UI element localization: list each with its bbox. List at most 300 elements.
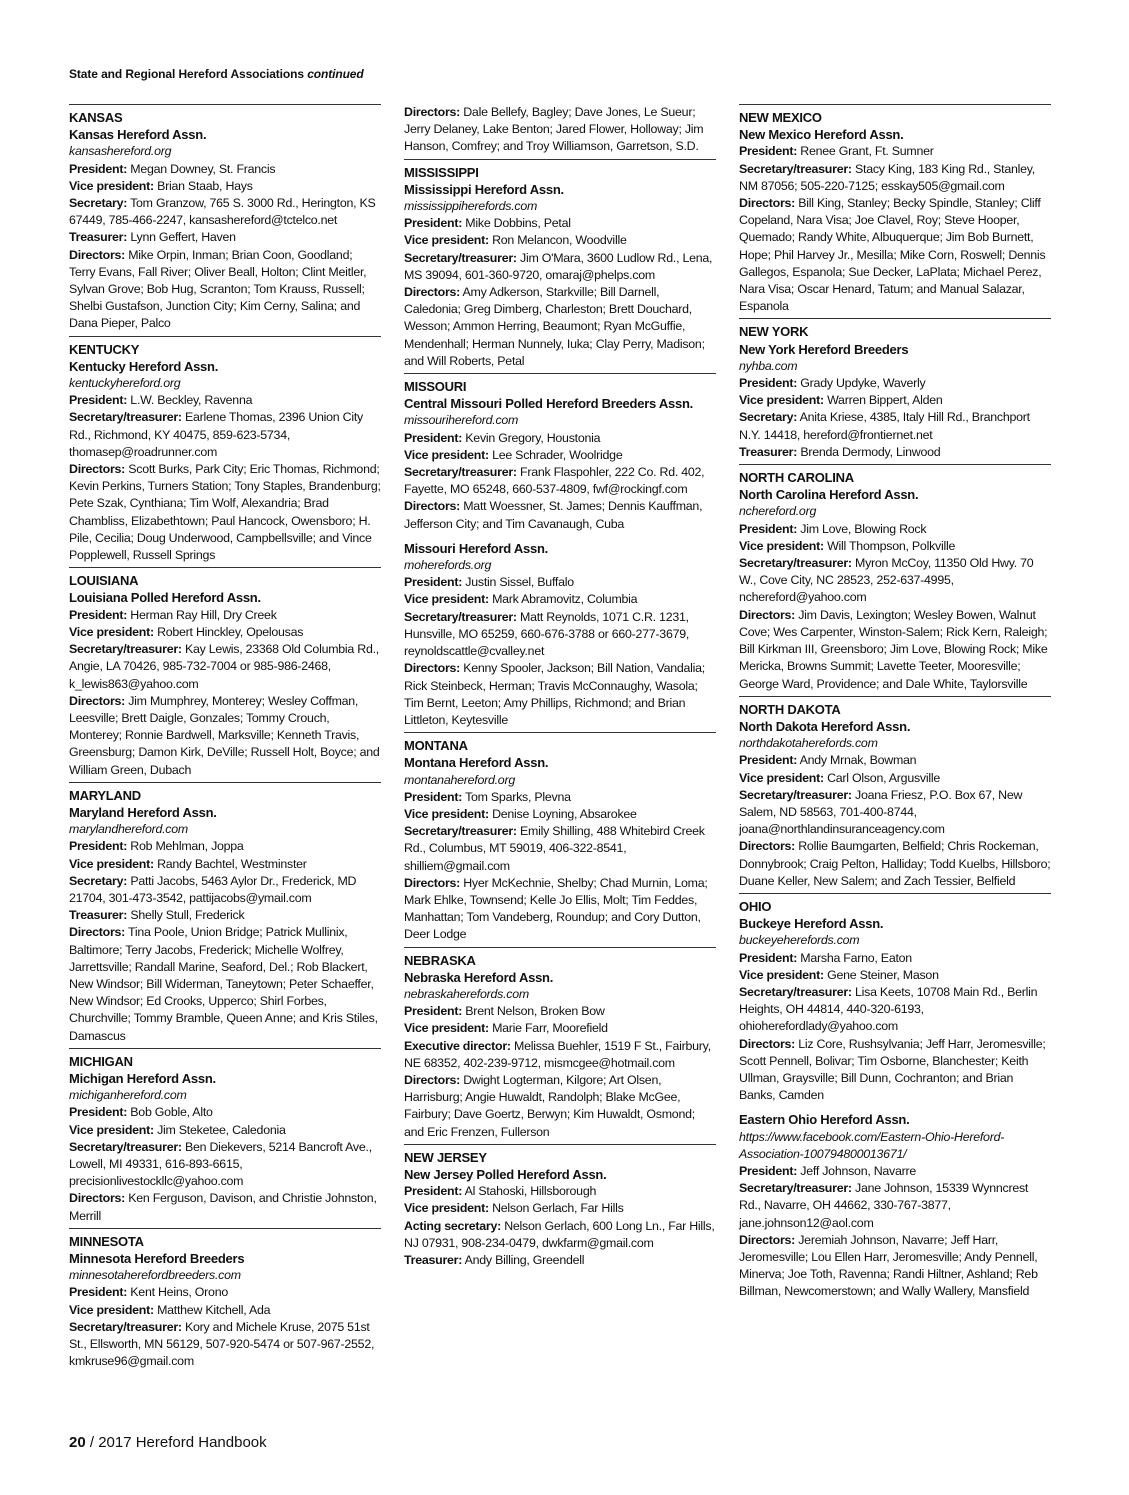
association-website: northdakotaherefords.com <box>739 736 878 751</box>
association-website: https://www.facebook.com/Eastern-Ohio-Hereford-Association-100794800013671/ <box>739 1129 1005 1161</box>
association <box>69 126 381 332</box>
officer-details: Kay Lewis, 23368 Old Columbia Rd., Angie, LA 70426, 985-732-7004 or 985-986-2468, k_lewis863@yahoo.com <box>69 642 379 691</box>
association-name: Kentucky Hereford Assn. <box>69 358 219 374</box>
association <box>739 915 1051 1104</box>
association <box>739 341 1051 461</box>
officer-details: Frank Flaspohler, 222 Co. Rd. 402, Fayette, MO 65248, 660-537-4809, fwf@rockingf.com <box>404 465 705 497</box>
association-website: montanahereford.org <box>404 772 515 787</box>
officer-row <box>69 924 381 1044</box>
association-name: New Jersey Polled Hereford Assn. <box>404 1166 607 1182</box>
page-header-title: State and Regional Hereford Associations <box>69 67 304 81</box>
officer-details: Rollie Baumgarten, Belfield; Chris Rockeman, Donnybrook; Craig Pelton, Halliday; Todd Kuelbs, Hillsboro; Duane Keller, New Salem; and Zach Tessier, Belfield <box>739 839 1051 888</box>
officer-details: Megan Downey, St. Francis <box>130 161 276 176</box>
officer-row <box>69 607 381 624</box>
officer-details: Mike Dobbins, Petal <box>465 216 571 231</box>
officer-role: Vice president: <box>69 178 154 193</box>
state-name: NEW YORK <box>739 324 809 340</box>
officer-row <box>404 447 716 464</box>
officer-details: Brenda Dermody, Linwood <box>800 444 941 459</box>
officer-row <box>69 161 381 178</box>
state-name: KANSAS <box>69 110 123 125</box>
association-name: Mississippi Hereford Assn. <box>404 181 564 197</box>
officer-row <box>739 375 1051 392</box>
state-name: NORTH CAROLINA <box>739 470 854 486</box>
state-name: NEBRASKA <box>404 952 476 968</box>
officer-row <box>69 195 381 229</box>
officer-row <box>404 1183 716 1200</box>
officer-row <box>69 392 381 409</box>
association-name: Michigan Hereford Assn. <box>69 1070 216 1086</box>
officer-details: Bill King, Stanley; Becky Spindle, Stanley; Cliff Copeland, Nara Visa; Joe Clavel, Roy; Steve Hooper, Quemado; Randy White, Albuquerque; Jim Bob Burnett, Hope; Phil Harvey Jr., Mesilla; Mike Corn, Roswell; Dennis Gallegos, Espanola; Sue Decker, LaPlata; Michael Perez, Nara Visa; Oscar Henard, Tatum; and Manual Salazar, Espanola <box>739 196 1046 314</box>
association-website: nebraskaherefords.com <box>404 986 529 1001</box>
officer-role: President: <box>404 789 463 804</box>
officer-row <box>69 1190 381 1224</box>
officer-row <box>739 787 1051 839</box>
officer-details: Kent Heins, Orono <box>130 1285 228 1300</box>
state-section <box>69 104 381 333</box>
officer-role: Directors: <box>739 196 796 211</box>
officer-details: Randy Bachtel, Westminster <box>157 856 307 871</box>
officer-details: Brent Nelson, Broken Bow <box>465 1004 605 1019</box>
officer-role: Vice president: <box>739 538 824 553</box>
officer-role: Treasurer: <box>404 1253 463 1267</box>
officer-details: Emily Shilling, 488 Whitebird Creek Rd., Columbus, MT 59019, 406-322-8541, shilliem@gmail.com <box>404 824 705 873</box>
officer-row <box>404 430 716 447</box>
officer-role: President: <box>739 753 798 768</box>
officer-details: Nelson Gerlach, Far Hills <box>492 1201 624 1216</box>
officer-row <box>69 178 381 195</box>
state-section <box>69 336 381 565</box>
officer-row <box>739 538 1051 555</box>
officer-row <box>69 873 381 907</box>
association <box>69 589 381 778</box>
officer-row <box>69 1302 381 1319</box>
officer-details: Lee Schrader, Woolridge <box>492 447 623 462</box>
association-name: Central Missouri Polled Hereford Breeders Assn. <box>404 396 694 412</box>
state-name: NORTH DAKOTA <box>739 701 841 717</box>
page-header <box>69 67 364 81</box>
officer-row <box>739 770 1051 787</box>
officer-row <box>739 1036 1051 1105</box>
officer-details: Jeff Johnson, Navarre <box>800 1163 917 1178</box>
state-section <box>404 947 716 1141</box>
association <box>69 1070 381 1225</box>
association-website: michiganhereford.com <box>69 1088 187 1103</box>
officer-details: Mike Orpin, Inman; Brian Coon, Goodland; Terry Evans, Fall River; Oliver Beall, Holton; Clint Meitler, Sylvan Grove; Bob Hug, Scranton; Tom Krauss, Russell; Shelbi Gustafson, Junction City; Kim Cerny, Salina; and Dana Pieper, Palco <box>69 247 367 331</box>
officer-role: Directors: <box>69 462 126 477</box>
state-section <box>739 318 1051 461</box>
officer-role: Vice president: <box>404 233 489 248</box>
officer-role: Directors: <box>69 693 126 708</box>
officer-role: President: <box>69 161 128 176</box>
officer-role: President: <box>69 1105 128 1120</box>
officer-details: Matt Reynolds, 1071 C.R. 1231, Hunsville, MO 65259, 660-676-3788 or 660-277-3679, reynoldscattle@cvalley.net <box>404 609 690 659</box>
officer-details: Rob Mehlman, Joppa <box>130 839 244 854</box>
association-name: Buckeye Hereford Assn. <box>739 916 884 932</box>
officer-row <box>69 409 381 461</box>
officer-row <box>404 875 716 944</box>
officer-role: Vice president: <box>404 1021 489 1036</box>
officer-role: President: <box>404 1184 463 1199</box>
officer-details: L.W. Beckley, Ravenna <box>130 393 253 408</box>
officer-details: Andy Billing, Greendell <box>464 1253 585 1267</box>
association <box>404 969 716 1141</box>
officer-details: Tom Granzow, 765 S. 3000 Rd., Herington, KS 67449, 785-466-2247, kansashereford@tctelco.net <box>69 196 376 228</box>
officer-role: Directors: <box>739 839 796 854</box>
association-name: New Mexico Hereford Assn. <box>739 127 904 143</box>
state-name: LOUISIANA <box>69 573 139 589</box>
state-section <box>404 732 716 943</box>
officer-details: Carl Olson, Argusville <box>827 770 941 785</box>
state-section <box>404 104 716 156</box>
officer-details: Tina Poole, Union Bridge; Patrick Mullinix, Baltimore; Terry Jacobs, Frederick; Michelle Wolfrey, Jarrettsville; Randall Marine, Seaford, Del.; Rob Blackert, New Windsor; Bill Widerman, Taneytown; Peter Schaeffer, New Windsor; Ed Crooks, Upperco; Shirl Forbes, Churchville; Tommy Bramble, Queen Anne; and Kris Stiles, Damascus <box>69 925 378 1043</box>
officer-details: Jim Mumphrey, Monterey; Wesley Coffman, Leesville; Brett Daigle, Gonzales; Tommy Crouch, Monterey; Ronnie Bardwell, Marksville; Kenneth Travis, Greensburg; Damon Kirk, DeVille; Russell Holt, Boyce; and William Green, Dubach <box>69 693 380 777</box>
state-section <box>69 567 381 778</box>
officer-role: Directors: <box>69 925 126 940</box>
officer-role: President: <box>404 575 463 590</box>
officer-role: Secretary/treasurer: <box>739 984 852 999</box>
officer-row <box>69 838 381 855</box>
officer-row <box>404 1218 716 1252</box>
officer-role: Treasurer: <box>69 908 128 923</box>
officer-row <box>69 1104 381 1121</box>
association <box>739 718 1051 890</box>
officer-role: Directors: <box>69 247 126 262</box>
state-section <box>404 159 716 370</box>
officer-role: Secretary/treasurer: <box>69 1319 182 1334</box>
association <box>69 804 381 1045</box>
officer-details: Joana Friesz, P.O. Box 67, New Salem, ND 58563, 701-400-8744, joana@northlandinsuranceagency.com <box>739 787 1023 837</box>
officer-details: Mark Abramovitz, Columbia <box>492 592 638 607</box>
state-section <box>404 1144 716 1269</box>
officer-row <box>404 574 716 591</box>
state-name: MICHIGAN <box>69 1053 133 1069</box>
association-name: New York Hereford Breeders <box>739 341 909 357</box>
officer-role: President: <box>404 216 463 231</box>
officer-details: Ben Diekevers, 5214 Bancroft Ave., Lowell, MI 49331, 616-893-6615, precisionlivestockllc@yahoo.com <box>69 1139 372 1189</box>
state-name: MONTANA <box>404 738 468 754</box>
officer-role: Secretary/treasurer: <box>69 1139 182 1154</box>
state-name: MISSOURI <box>404 379 467 395</box>
association-website: minnesotaherefordbreeders.com <box>69 1268 241 1283</box>
association-website: mississippiherefords.com <box>404 199 538 214</box>
publication-name: / 2017 Hereford Handbook <box>85 1434 267 1451</box>
officer-role: Secretary: <box>739 410 798 425</box>
officer-details: Justin Sissel, Buffalo <box>465 575 574 590</box>
officer-role: Secretary/treasurer: <box>69 410 182 425</box>
association <box>739 126 1051 315</box>
officer-role: Secretary: <box>69 873 128 888</box>
officer-role: Directors: <box>739 1036 796 1051</box>
officer-details: Bob Goble, Alto <box>130 1105 213 1120</box>
officer-details: Liz Core, Rushsylvania; Jeff Harr, Jeromesville; Scott Pennell, Bolivar; Tim Osborne, Blanchester; Keith Ullman, Graysville; Bill Dunn, Cochranton; and Brian Banks, Camden <box>739 1036 1046 1103</box>
officer-role: Vice president: <box>404 1201 489 1216</box>
officer-details: Kenny Spooler, Jackson; Bill Nation, Vandalia; Rick Steinbeck, Herman; Travis McConnaughy, Wasola; Tim Bernt, Leeton; Amy Phillips, Richmond; and Brian Littleton, Keytesville <box>404 661 705 727</box>
officer-details: Andy Mrnak, Bowman <box>799 753 917 768</box>
officer-role: Vice president: <box>404 447 489 462</box>
officer-details: Lisa Keets, 10708 Main Rd., Berlin Heights, OH 44814, 440-320-6193, ohioherefordlady@yahoo.com <box>739 984 1038 1034</box>
officer-details: Renee Grant, Ft. Sumner <box>800 144 934 159</box>
officer-details: Shelly Stull, Frederick <box>130 908 245 923</box>
officer-details: Robert Hinckley, Opelousas <box>157 624 304 639</box>
officer-row <box>69 1139 381 1191</box>
officer-details: Denise Loyning, Absarokee <box>492 806 637 821</box>
association <box>739 486 1051 692</box>
officer-role: Secretary/treasurer: <box>739 161 852 176</box>
officer-details: Herman Ray Hill, Dry Creek <box>130 607 277 622</box>
officer-row <box>739 161 1051 195</box>
officer-role: Secretary/treasurer: <box>739 1181 852 1196</box>
officer-details: Anita Kriese, 4385, Italy Hill Rd., Branchport N.Y. 14418, hereford@frontiernet.net <box>739 410 1030 442</box>
officer-role: Vice president: <box>69 856 154 871</box>
officer-role: President: <box>739 1163 798 1178</box>
state-name: OHIO <box>739 898 772 914</box>
officer-row <box>739 1180 1051 1232</box>
officer-details: Tom Sparks, Plevna <box>465 789 571 804</box>
state-section <box>739 104 1051 315</box>
officer-row <box>404 823 716 875</box>
officer-row <box>739 521 1051 538</box>
officer-row <box>69 1319 381 1371</box>
association-website: kentuckyhereford.org <box>69 376 181 391</box>
officer-row <box>739 143 1051 160</box>
officer-details: Patti Jacobs, 5463 Aylor Dr., Frederick, MD 21704, 301-473-3542, pattijacobs@ymail.com <box>69 873 357 905</box>
association-name: North Carolina Hereford Assn. <box>739 487 919 503</box>
officer-row <box>69 693 381 779</box>
officer-role: Directors: <box>69 1191 126 1206</box>
officer-details: Earlene Thomas, 2396 Union City Rd., Richmond, KY 40475, 859-623-5734, thomasep@roadrunner.com <box>69 410 363 459</box>
officer-details: Scott Burks, Park City; Eric Thomas, Richmond; Kevin Perkins, Turners Station; Tony Staples, Brandenburg; Pete Szak, Cynthiana; Tim Wolf, Alexandria; Brad Chambliss, Elizabethtown; Paul Hancock, Owensboro; H. Pile, Cecilia; Doug Underwood, Campbellsville; and Vince Popplewell, Russell Springs <box>69 462 381 563</box>
column-2 <box>404 104 716 1272</box>
officer-role: Secretary/treasurer: <box>404 465 517 480</box>
officer-role: President: <box>69 393 128 408</box>
officer-details: Jim Love, Blowing Rock <box>800 521 927 536</box>
officer-row <box>739 409 1051 443</box>
officer-role: Vice president: <box>69 1122 154 1137</box>
officer-role: Directors: <box>739 1232 796 1247</box>
association-name: Louisiana Polled Hereford Assn. <box>69 590 261 606</box>
officer-details: Jim Davis, Lexington; Wesley Bowen, Walnut Cove; Wes Carpenter, Winston-Salem; Rick Kern, Raleigh; Bill Kirkman III, Greensboro; Jim Love, Blowing Rock; Mike Mericka, Browns Summit; Lavette Teeter, Mooresville; George Ward, Providence; and Dale White, Taylorsville <box>739 607 1048 691</box>
officer-role: Vice president: <box>739 967 824 982</box>
officer-details: Amy Adkerson, Starkville; Bill Darnell, Caledonia; Greg Dimberg, Charleston; Brett Douchard, Wesson; Ammon Herring, Beaumont; Ryan McGuffie, Mendenhall; Herman Nunnely, Iuka; Clay Perry, Madison; and Will Roberts, Petal <box>404 285 705 368</box>
association-website: nchereford.org <box>739 504 817 519</box>
officer-details: Ron Melancon, Woodville <box>492 233 627 248</box>
officer-row <box>739 444 1051 461</box>
officer-details: Melissa Buehler, 1519 F St., Fairbury, NE 68352, 402-239-9712, mismcgee@hotmail.com <box>404 1038 711 1070</box>
officer-role: Vice president: <box>404 806 489 821</box>
association <box>404 540 716 729</box>
state-section <box>69 1228 381 1371</box>
officer-role: Treasurer: <box>69 230 128 245</box>
officer-role: President: <box>69 839 128 854</box>
association-name: Eastern Ohio Hereford Assn. <box>739 1112 910 1128</box>
officer-details: Jane Johnson, 15339 Wynncrest Rd., Navarre, OH 44662, 330-767-3877, jane.johnson12@aol.com <box>739 1181 1029 1230</box>
officer-details: Matt Woessner, St. James; Dennis Kauffman, Jefferson City; and Tim Cavanaugh, Cuba <box>404 499 703 531</box>
officer-details: Dale Bellefy, Bagley; Dave Jones, Le Sueur; Jerry Delaney, Lake Benton; Jared Flower, Holloway; Jim Hanson, Comfrey; and Troy Williamson, Garretson, S.D. <box>404 105 704 154</box>
association-website: kansashereford.org <box>69 144 172 159</box>
association-website: buckeyeherefords.com <box>739 933 860 948</box>
officer-details: Matthew Kitchell, Ada <box>157 1302 271 1317</box>
officer-details: Gene Steiner, Mason <box>827 967 939 982</box>
officer-row <box>739 607 1051 693</box>
officer-row <box>739 950 1051 967</box>
officer-row <box>739 392 1051 409</box>
officer-details: Marsha Farno, Eaton <box>800 950 912 965</box>
state-section <box>739 464 1051 693</box>
officer-row <box>69 641 381 693</box>
officer-row <box>404 215 716 232</box>
officer-row <box>739 195 1051 315</box>
association <box>404 181 716 370</box>
officer-details: Marie Farr, Moorefield <box>492 1021 608 1036</box>
association <box>69 358 381 564</box>
association-name: Missouri Hereford Assn. <box>404 540 549 556</box>
officer-role: Secretary/treasurer: <box>404 824 517 839</box>
officer-row <box>404 104 716 156</box>
officer-row <box>739 838 1051 890</box>
officer-role: President: <box>69 1285 128 1300</box>
officer-row <box>739 752 1051 769</box>
officer-role: Treasurer: <box>739 444 798 459</box>
officer-role: Directors: <box>404 1072 461 1087</box>
association-website: missourihereford.com <box>404 413 519 428</box>
officer-details: Grady Updyke, Waverly <box>800 376 926 391</box>
officer-row <box>404 1252 716 1269</box>
officer-details: Jim Steketee, Caledonia <box>157 1122 286 1137</box>
officer-row <box>69 1284 381 1301</box>
officer-row <box>404 1038 716 1072</box>
officer-row <box>404 1072 716 1141</box>
officer-details: Stacy King, 183 King Rd., Stanley, NM 87056; 505-220-7125; esskay505@gmail.com <box>739 161 1035 193</box>
officer-row <box>69 856 381 873</box>
association-website: nyhba.com <box>739 358 798 373</box>
officer-details: Jim O'Mara, 3600 Ludlow Rd., Lena, MS 39094, 601-360-9720, omaraj@phelps.com <box>404 250 713 282</box>
officer-row <box>404 1020 716 1037</box>
officer-details: Brian Staab, Hays <box>157 178 253 193</box>
officer-row <box>404 660 716 729</box>
state-name: MARYLAND <box>69 787 141 803</box>
officer-role: President: <box>739 144 798 159</box>
officer-details: Hyer McKechnie, Shelby; Chad Murnin, Loma; Mark Ehlke, Townsend; Kelle Jo Ellis, Molt; Tim Feddes, Manhattan; Tom Vandeberg, Roundup; and Cory Dutton, Deer Lodge <box>404 875 708 942</box>
officer-row <box>739 555 1051 607</box>
officer-role: Directors: <box>404 661 461 676</box>
officer-role: Directors: <box>404 499 461 514</box>
officer-row <box>739 1232 1051 1301</box>
officer-details: Jeremiah Johnson, Navarre; Jeff Harr, Jeromesville; Lou Ellen Harr, Jeromesville; Andy Pennell, Minerva; Joe Toth, Ravenna; Randi Hiltner, Ashland; Reb Billman, Newcomerstown; and Wally Wallery, Mansfield <box>739 1232 1038 1299</box>
officer-details: Myron McCoy, 11350 Old Hwy. 70 W., Cove City, NC 28523, 252-637-4995, nchereford@yahoo.com <box>739 556 1034 605</box>
officer-role: Vice president: <box>404 592 489 607</box>
officer-row <box>739 984 1051 1036</box>
officer-row <box>69 907 381 924</box>
officer-row <box>404 806 716 823</box>
officer-role: President: <box>739 950 798 965</box>
state-section <box>739 696 1051 890</box>
state-section <box>404 373 716 729</box>
officer-role: Directors: <box>404 875 461 890</box>
officer-role: Vice president: <box>739 770 824 785</box>
column-1 <box>69 104 381 1373</box>
officer-role: President: <box>739 521 798 536</box>
officer-details: Ken Ferguson, Davison, and Christie Johnston, Merrill <box>69 1191 377 1223</box>
officer-role: Vice president: <box>69 624 154 639</box>
association-name: Kansas Hereford Assn. <box>69 127 207 143</box>
officer-details: Will Thompson, Polkville <box>827 538 956 553</box>
officer-role: Vice president: <box>69 1302 154 1317</box>
state-section <box>739 893 1051 1301</box>
officer-row <box>69 229 381 246</box>
association-name: North Dakota Hereford Assn. <box>739 718 911 734</box>
officer-role: Vice president: <box>739 393 824 408</box>
page-header-suffix: continued <box>307 67 364 81</box>
officer-row <box>404 284 716 370</box>
column-3 <box>739 104 1051 1304</box>
association-name: Montana Hereford Assn. <box>404 755 549 771</box>
association <box>404 754 716 943</box>
officer-details: Nelson Gerlach, 600 Long Ln., Far Hills, NJ 07931, 908-234-0479, dwkfarm@gmail.com <box>404 1218 715 1250</box>
officer-row <box>404 1003 716 1020</box>
officer-role: Directors: <box>404 285 461 300</box>
officer-role: Directors: <box>404 105 461 119</box>
officer-details: Al Stahoski, Hillsborough <box>464 1184 597 1199</box>
officer-role: President: <box>404 430 463 445</box>
state-name: NEW JERSEY <box>404 1149 487 1165</box>
officer-role: Secretary/treasurer: <box>739 787 852 802</box>
association-name: Nebraska Hereford Assn. <box>404 969 554 985</box>
officer-row <box>404 498 716 532</box>
page-number: 20 <box>69 1434 86 1451</box>
officer-details: Dwight Logterman, Kilgore; Art Olsen, Harrisburg; Angie Huwaldt, Randolph; Blake McGee, Fairbury; Dave Goertz, Berwyn; Kim Huwaldt, Osmond; and Eric Frenzen, Fullerson <box>404 1072 695 1139</box>
association-name: Minnesota Hereford Breeders <box>69 1251 245 1266</box>
association <box>404 104 716 156</box>
page-footer <box>69 1434 267 1451</box>
officer-role: President: <box>404 1004 463 1019</box>
officer-row <box>404 1200 716 1217</box>
officer-row <box>69 461 381 564</box>
officer-row <box>69 624 381 641</box>
association <box>404 395 716 533</box>
officer-role: President: <box>69 607 128 622</box>
officer-row <box>69 247 381 333</box>
officer-details: Lynn Geffert, Haven <box>130 230 236 245</box>
officer-row <box>404 464 716 498</box>
state-section <box>69 1048 381 1225</box>
officer-row <box>739 1163 1051 1180</box>
association-website: marylandhereford.com <box>69 822 188 837</box>
state-name: KENTUCKY <box>69 341 140 357</box>
officer-row <box>69 1122 381 1139</box>
officer-role: Secretary/treasurer: <box>739 556 852 571</box>
officer-role: Secretary/treasurer: <box>404 609 517 624</box>
officer-role: President: <box>739 376 798 391</box>
officer-details: Kory and Michele Kruse, 2075 51st St., Ellsworth, MN 56129, 507-920-5474 or 507-967-2552, kmkruse96@gmail.com <box>69 1319 375 1369</box>
officer-role: Executive director: <box>404 1038 511 1053</box>
association <box>739 1111 1051 1300</box>
officer-role: Acting secretary: <box>404 1218 501 1233</box>
officer-role: Secretary: <box>69 196 128 211</box>
state-name: MINNESOTA <box>69 1233 144 1249</box>
association-website: moherefords.org <box>404 558 492 573</box>
officer-details: Kevin Gregory, Houstonia <box>465 430 601 445</box>
officer-row <box>404 232 716 249</box>
association-name: Maryland Hereford Assn. <box>69 804 217 820</box>
association <box>404 1166 716 1269</box>
state-name: NEW MEXICO <box>739 110 822 125</box>
state-section <box>69 782 381 1045</box>
officer-row <box>739 967 1051 984</box>
officer-role: Directors: <box>739 607 796 622</box>
officer-row <box>404 250 716 284</box>
officer-row <box>404 609 716 661</box>
